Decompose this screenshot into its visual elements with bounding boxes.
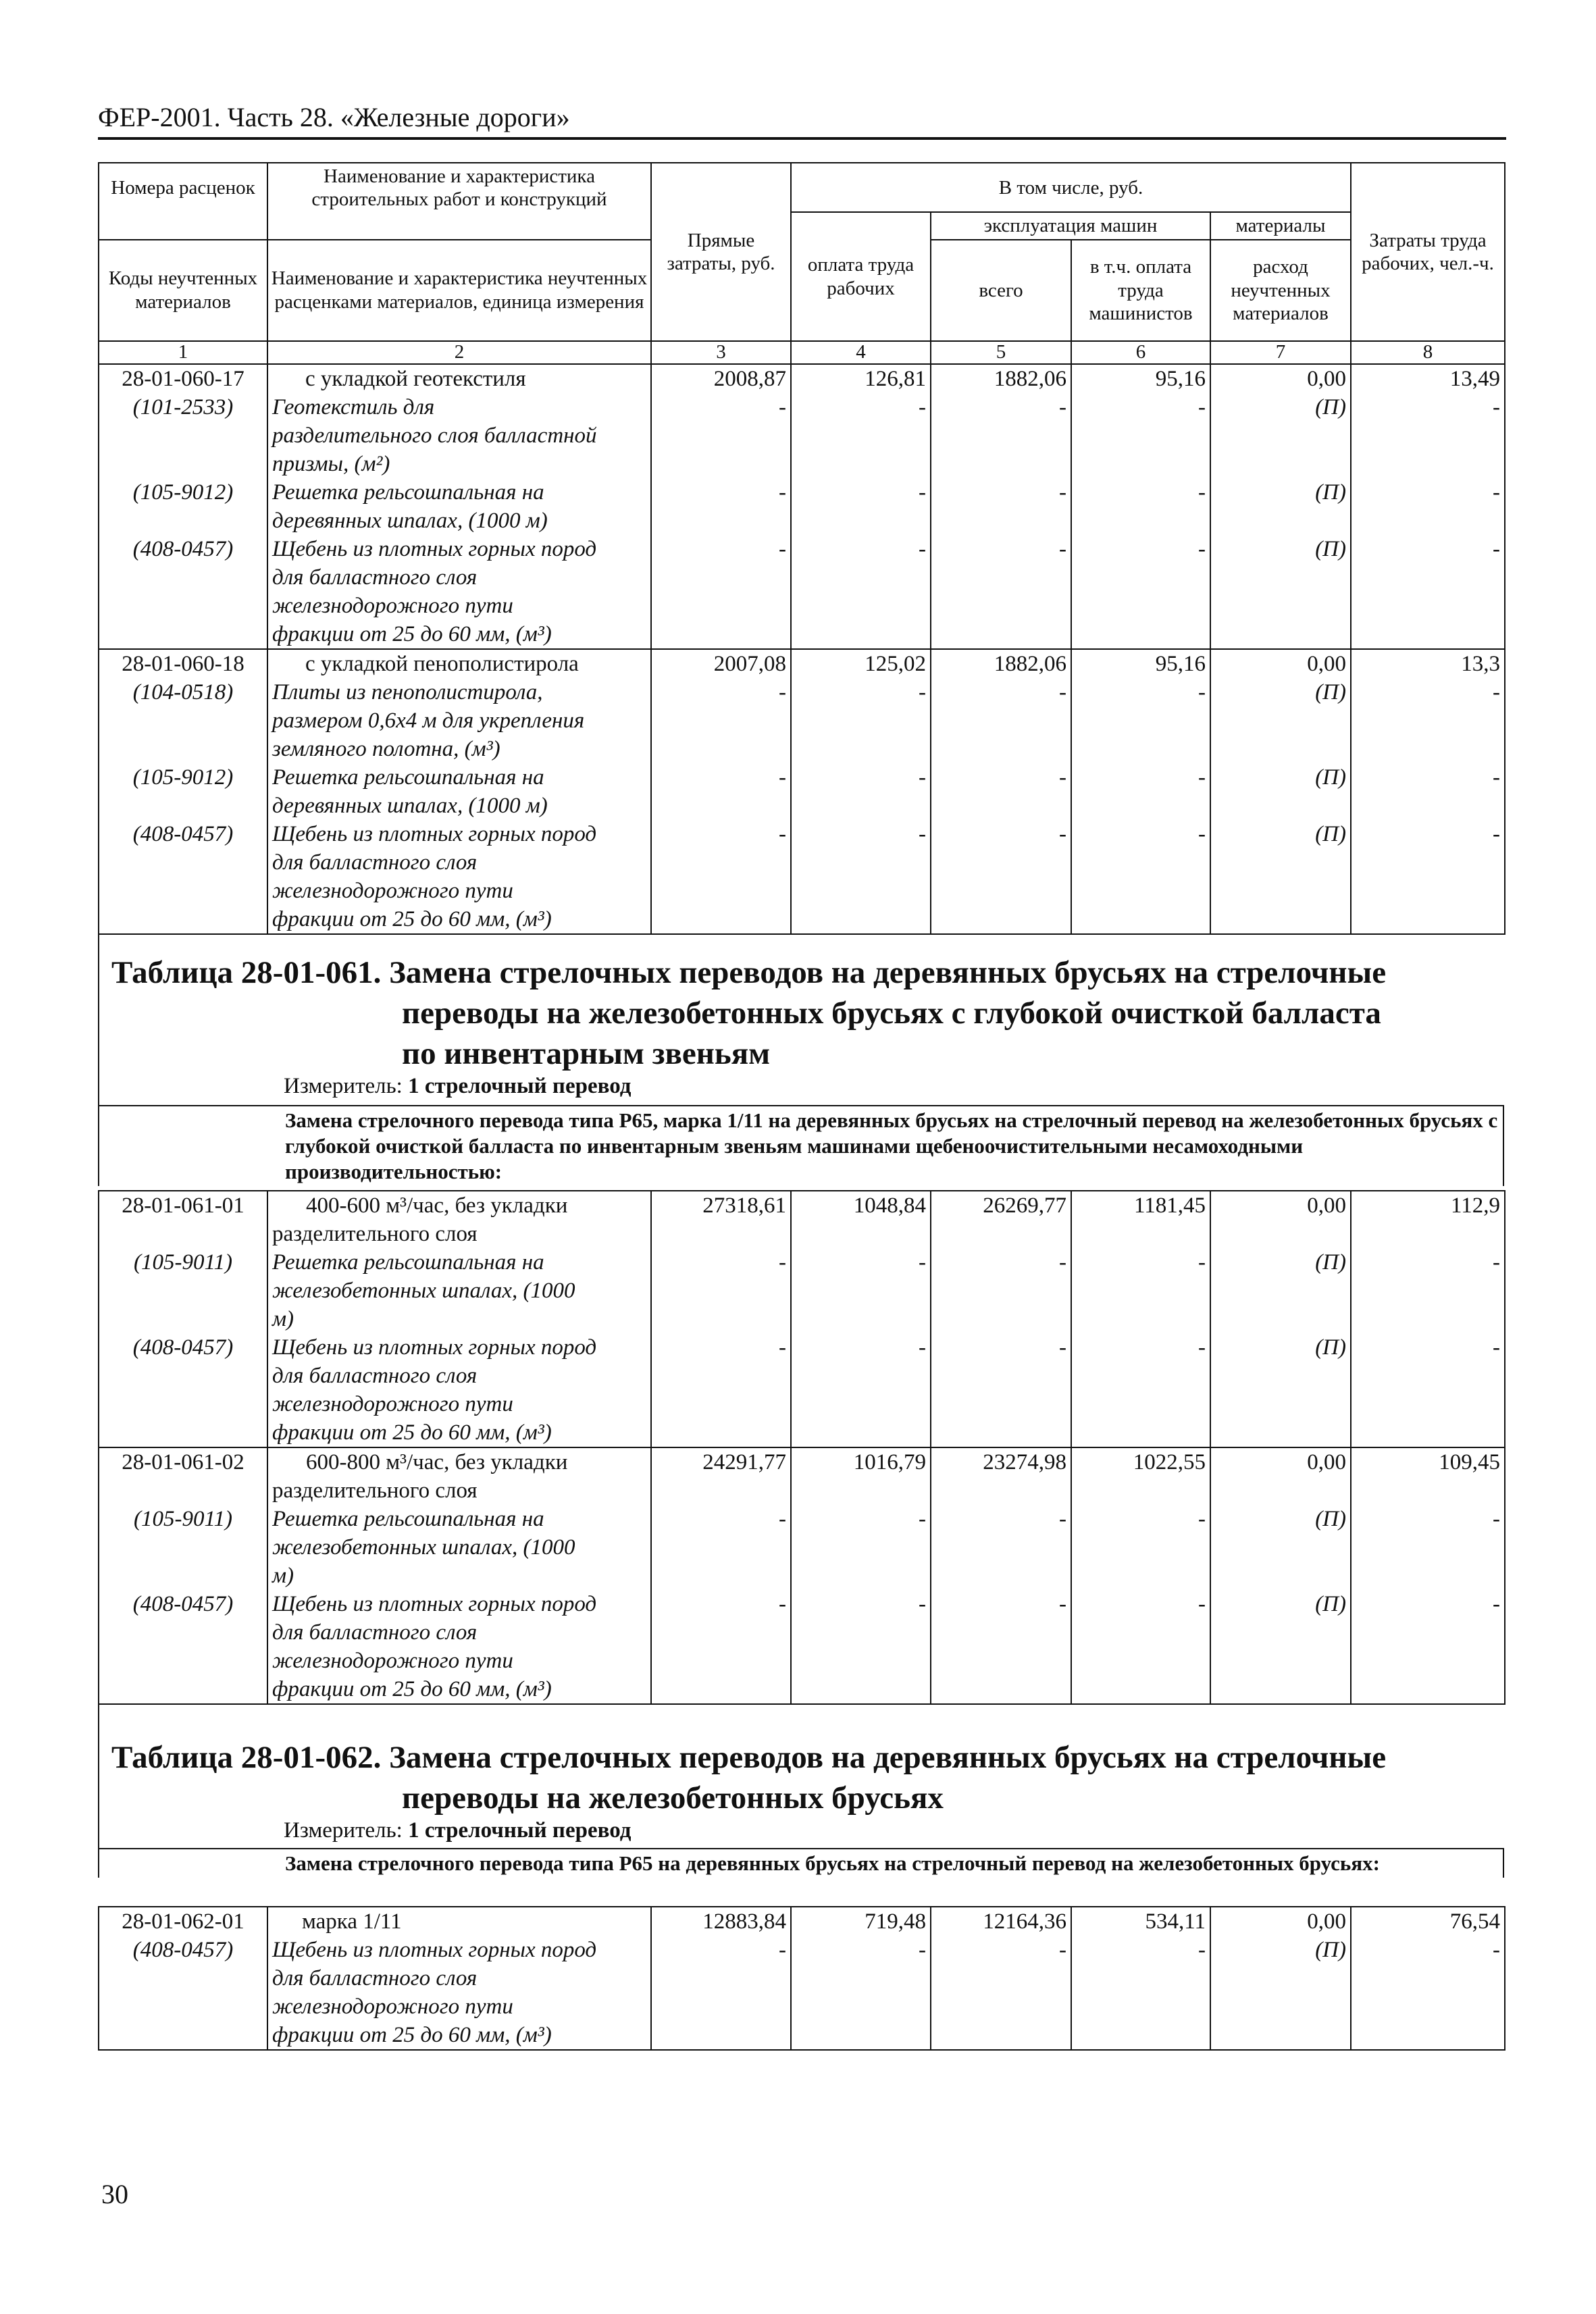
rates-table-061	[98, 1190, 1505, 1705]
p-tag: (П)	[1210, 1590, 1351, 1704]
materials-cost: 0,00	[1210, 1907, 1351, 1936]
material-code: (104-0518)	[99, 678, 267, 763]
dash-cell: -	[931, 678, 1071, 763]
worker-pay: 1048,84	[791, 1191, 931, 1248]
dash-cell: -	[791, 1248, 931, 1333]
frame-line	[98, 1697, 99, 1859]
p-tag: (П)	[1210, 763, 1351, 820]
material-code: (101-2533)	[99, 393, 267, 478]
table-row	[99, 1191, 1505, 1248]
dash-cell: -	[1071, 1590, 1210, 1704]
material-code: (105-9012)	[99, 763, 267, 820]
dash-cell: -	[1071, 820, 1210, 934]
dash-cell: -	[791, 1333, 931, 1447]
dash-cell: -	[931, 1936, 1071, 2050]
materials-cost: 0,00	[1210, 1447, 1351, 1505]
material-name: Геотекстиль для разделительного слоя балластной призмы, (м²)	[267, 393, 651, 478]
table-row	[99, 820, 1505, 934]
rate-name: 400-600 м³/час, без укладки разделительного слоя	[267, 1191, 651, 1248]
col-direct-costs-header: Прямые затраты, руб.	[651, 163, 791, 341]
table-061-title: Таблица 28-01-061. Замена стрелочных переводов на деревянных брусьях на стрелочные переводы на железобетонных брусьях с глубокой очисткой балласта по инвентарным звеньям	[111, 955, 1387, 1071]
table-062-meter: Измеритель: 1 стрелочный перевод	[284, 1818, 632, 1843]
dash-cell: -	[1071, 393, 1210, 478]
p-tag: (П)	[1210, 1248, 1351, 1333]
col-num: 2	[267, 341, 651, 364]
table-row	[99, 1590, 1505, 1704]
material-code: (105-9011)	[99, 1248, 267, 1333]
dash-cell: -	[791, 1936, 931, 2050]
rate-name: марка 1/11	[267, 1907, 651, 1936]
p-tag: (П)	[1210, 820, 1351, 934]
material-code: (408-0457)	[99, 1333, 267, 1447]
dash-cell: -	[1071, 1936, 1210, 2050]
dash-cell: -	[1351, 820, 1505, 934]
labor-hours: 76,54	[1351, 1907, 1505, 1936]
col-num: 1	[99, 341, 267, 364]
material-code: (408-0457)	[99, 820, 267, 934]
dash-cell: -	[931, 393, 1071, 478]
dash-cell: -	[651, 1505, 791, 1590]
p-tag: (П)	[1210, 535, 1351, 649]
material-name: Щебень из плотных горных пород для балластного слоя железнодорожного пути фракции от 25 до 60 мм, (м³)	[267, 1333, 651, 1447]
labor-hours: 112,9	[1351, 1191, 1505, 1248]
dash-cell: -	[931, 1505, 1071, 1590]
col-machines-total-header: всего	[931, 240, 1071, 341]
col-num: 3	[651, 341, 791, 364]
dash-cell: -	[1071, 478, 1210, 535]
material-code: (105-9011)	[99, 1505, 267, 1590]
material-name: Решетка рельсошпальная на деревянных шпалах, (1000 м)	[267, 478, 651, 535]
material-name: Щебень из плотных горных пород для балластного слоя железнодорожного пути фракции от 25 до 60 мм, (м³)	[267, 1936, 651, 2050]
labor-hours: 109,45	[1351, 1447, 1505, 1505]
dash-cell: -	[1351, 1333, 1505, 1447]
materials-cost: 0,00	[1210, 649, 1351, 678]
frame-line	[98, 913, 99, 1116]
p-tag: (П)	[1210, 1505, 1351, 1590]
direct-costs: 2007,08	[651, 649, 791, 678]
dash-cell: -	[651, 1248, 791, 1333]
direct-costs: 27318,61	[651, 1191, 791, 1248]
rate-code: 28-01-061-02	[99, 1447, 267, 1505]
col-num: 8	[1351, 341, 1505, 364]
table-062-title: Таблица 28-01-062. Замена стрелочных переводов на деревянных брусьях на стрелочные переводы на железобетонных брусьях	[111, 1740, 1387, 1816]
labor-hours: 13,3	[1351, 649, 1505, 678]
table-row	[99, 1936, 1505, 2050]
col-worker-pay-header: оплата труда рабочих	[791, 212, 931, 340]
machines-total: 23274,98	[931, 1447, 1071, 1505]
dash-cell: -	[1351, 1590, 1505, 1704]
dash-cell: -	[1071, 763, 1210, 820]
rates-table-060	[98, 162, 1505, 935]
col-materials-header: материалы	[1210, 212, 1351, 239]
dash-cell: -	[651, 393, 791, 478]
material-name: Щебень из плотных горных пород для балластного слоя железнодорожного пути фракции от 25 до 60 мм, (м³)	[267, 535, 651, 649]
dash-cell: -	[651, 820, 791, 934]
p-tag: (П)	[1210, 393, 1351, 478]
dash-cell: -	[1071, 1505, 1210, 1590]
table-row	[99, 763, 1505, 820]
dash-cell: -	[651, 763, 791, 820]
table-062-caption: Замена стрелочного перевода типа Р65 на деревянных брусьях на стрелочный перевод на железобетонных брусьях:	[98, 1848, 1504, 1878]
dash-cell: -	[651, 535, 791, 649]
dash-cell: -	[791, 393, 931, 478]
table-row	[99, 393, 1505, 478]
operator-pay: 95,16	[1071, 364, 1210, 393]
dash-cell: -	[791, 478, 931, 535]
material-code: (408-0457)	[99, 1590, 267, 1704]
machines-total: 1882,06	[931, 364, 1071, 393]
col-material-codes-header: Коды неучтенных материалов	[99, 240, 267, 341]
dash-cell: -	[931, 1248, 1071, 1333]
operator-pay: 534,11	[1071, 1907, 1210, 1936]
dash-cell: -	[791, 1590, 931, 1704]
dash-cell: -	[1351, 535, 1505, 649]
material-code: (105-9012)	[99, 478, 267, 535]
operator-pay: 1181,45	[1071, 1191, 1210, 1248]
machines-total: 1882,06	[931, 649, 1071, 678]
dash-cell: -	[931, 1333, 1071, 1447]
table-row	[99, 535, 1505, 649]
p-tag: (П)	[1210, 1936, 1351, 2050]
dash-cell: -	[791, 820, 931, 934]
rate-code: 28-01-060-17	[99, 364, 267, 393]
material-name: Щебень из плотных горных пород для балластного слоя железнодорожного пути фракции от 25 до 60 мм, (м³)	[267, 820, 651, 934]
direct-costs: 2008,87	[651, 364, 791, 393]
col-material-name-header: Наименование и характеристика неучтенных расценками материалов, единица измерения	[267, 240, 651, 341]
material-code: (408-0457)	[99, 1936, 267, 2050]
material-name: Решетка рельсошпальная на железобетонных шпалах, (1000 м)	[267, 1248, 651, 1333]
worker-pay: 1016,79	[791, 1447, 931, 1505]
table-061-caption: Замена стрелочного перевода типа Р65, марка 1/11 на деревянных брусьях на стрелочный перевод на железобетонных брусьях с глубокой очисткой балласта по инвентарным звеньям машинами щебеноочистительными несамоходными производительностью:	[98, 1105, 1504, 1186]
worker-pay: 125,02	[791, 649, 931, 678]
dash-cell: -	[1071, 1248, 1210, 1333]
col-num: 5	[931, 341, 1071, 364]
col-labor-hours-header: Затраты труда рабочих, чел.-ч.	[1351, 163, 1505, 341]
page-number: 30	[101, 2179, 128, 2209]
page-header: ФЕР-2001. Часть 28. «Железные дороги»	[98, 101, 1506, 140]
table-row	[99, 1248, 1505, 1333]
dash-cell: -	[651, 1590, 791, 1704]
p-tag: (П)	[1210, 678, 1351, 763]
labor-hours: 13,49	[1351, 364, 1505, 393]
dash-cell: -	[1351, 763, 1505, 820]
col-num: 7	[1210, 341, 1351, 364]
dash-cell: -	[651, 478, 791, 535]
dash-cell: -	[1071, 678, 1210, 763]
direct-costs: 24291,77	[651, 1447, 791, 1505]
dash-cell: -	[1351, 1248, 1505, 1333]
dash-cell: -	[1351, 478, 1505, 535]
dash-cell: -	[791, 678, 931, 763]
dash-cell: -	[1351, 1505, 1505, 1590]
col-rate-number-header: Номера расценок	[99, 163, 267, 212]
dash-cell: -	[791, 1505, 931, 1590]
material-code: (408-0457)	[99, 535, 267, 649]
dash-cell: -	[1351, 678, 1505, 763]
material-name: Плиты из пенополистирола, размером 0,6х4 м для укрепления земляного полотна, (м³)	[267, 678, 651, 763]
rate-code: 28-01-061-01	[99, 1191, 267, 1248]
dash-cell: -	[651, 1333, 791, 1447]
operator-pay: 1022,55	[1071, 1447, 1210, 1505]
material-name: Решетка рельсошпальная на железобетонных шпалах, (1000 м)	[267, 1505, 651, 1590]
rate-name: 600-800 м³/час, без укладки разделительного слоя	[267, 1447, 651, 1505]
dash-cell: -	[1071, 1333, 1210, 1447]
dash-cell: -	[931, 763, 1071, 820]
dash-cell: -	[651, 678, 791, 763]
p-tag: (П)	[1210, 1333, 1351, 1447]
materials-cost: 0,00	[1210, 1191, 1351, 1248]
dash-cell: -	[791, 535, 931, 649]
table-row	[99, 1333, 1505, 1447]
col-work-name-header: Наименование и характеристика строительных работ и конструкций	[267, 163, 651, 212]
rate-name: с укладкой пенополистирола	[267, 649, 651, 678]
dash-cell: -	[651, 1936, 791, 2050]
machines-total: 12164,36	[931, 1907, 1071, 1936]
dash-cell: -	[791, 763, 931, 820]
direct-costs: 12883,84	[651, 1907, 791, 1936]
col-num: 6	[1071, 341, 1210, 364]
material-name: Решетка рельсошпальная на деревянных шпалах, (1000 м)	[267, 763, 651, 820]
table-row	[99, 1505, 1505, 1590]
rate-code: 28-01-060-18	[99, 649, 267, 678]
table-row	[99, 1447, 1505, 1505]
dash-cell: -	[1351, 393, 1505, 478]
dash-cell: -	[931, 535, 1071, 649]
rate-code: 28-01-062-01	[99, 1907, 267, 1936]
material-name: Щебень из плотных горных пород для балластного слоя железнодорожного пути фракции от 25 до 60 мм, (м³)	[267, 1590, 651, 1704]
rates-table-062	[98, 1906, 1505, 2051]
materials-cost: 0,00	[1210, 364, 1351, 393]
dash-cell: -	[1351, 1936, 1505, 2050]
col-including-header: В том числе, руб.	[791, 163, 1351, 212]
rate-name: с укладкой геотекстиля	[267, 364, 651, 393]
col-operator-pay-header: в т.ч. оплата труда машинистов	[1071, 240, 1210, 341]
table-row	[99, 678, 1505, 763]
operator-pay: 95,16	[1071, 649, 1210, 678]
table-061-meter: Измеритель: 1 стрелочный перевод	[284, 1074, 632, 1098]
p-tag: (П)	[1210, 478, 1351, 535]
col-machines-header: эксплуатация машин	[931, 212, 1210, 239]
worker-pay: 126,81	[791, 364, 931, 393]
worker-pay: 719,48	[791, 1907, 931, 1936]
table-row	[99, 478, 1505, 535]
dash-cell: -	[1071, 535, 1210, 649]
machines-total: 26269,77	[931, 1191, 1071, 1248]
col-num: 4	[791, 341, 931, 364]
table-row	[99, 1907, 1505, 1936]
dash-cell: -	[931, 1590, 1071, 1704]
col-materials-consumption-header: расход неучтенных материалов	[1210, 240, 1351, 341]
table-row	[99, 649, 1505, 678]
dash-cell: -	[931, 478, 1071, 535]
table-row	[99, 364, 1505, 393]
dash-cell: -	[931, 820, 1071, 934]
